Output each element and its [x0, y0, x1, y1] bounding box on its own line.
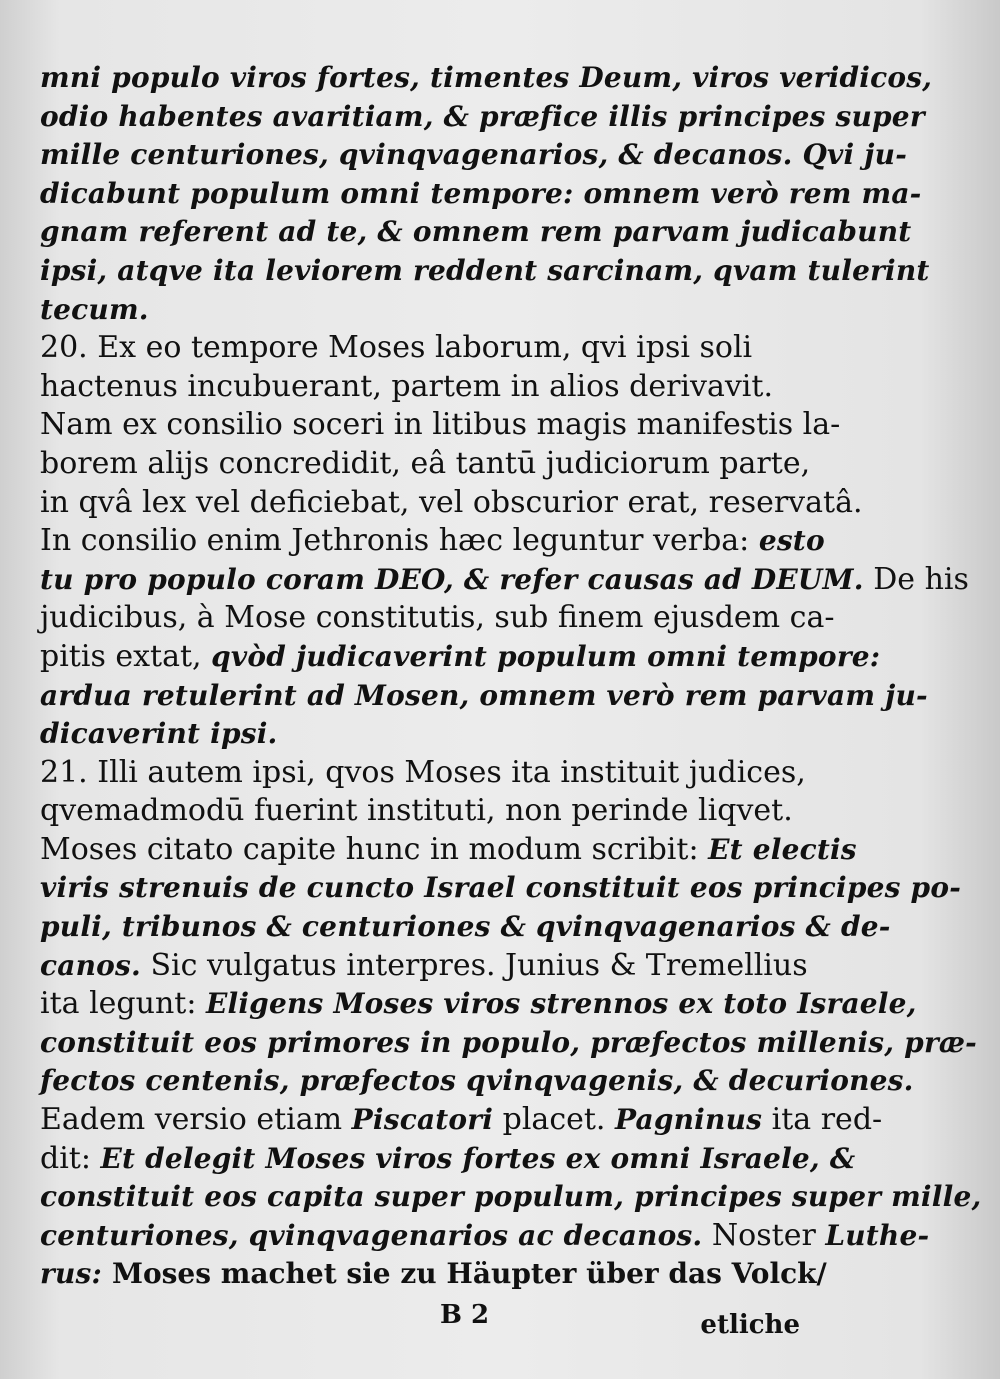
text-line [40, 1177, 982, 1216]
text-line [40, 444, 820, 483]
text-segment: centuriones, qvinqvagenarios ac decanos. [40, 1218, 703, 1252]
text-line [40, 1023, 978, 1062]
text-line [40, 598, 835, 637]
text-segment: In consilio enim Jethronis hæc leguntur verba: [40, 523, 759, 559]
text-segment: borem alijs concredidit, eâ tantū judiciorum parte, [40, 445, 811, 481]
text-segment: qvemadmodū fuerint instituti, non perinde liqvet. [40, 793, 793, 829]
text-line [40, 367, 820, 406]
text-line [40, 1254, 827, 1293]
text-line [40, 830, 857, 869]
text-line [40, 483, 863, 522]
text-line [40, 946, 820, 985]
text-segment: 20. Ex eo tempore Moses laborum, qvi ipsi soli [40, 330, 753, 366]
text-line [40, 676, 928, 715]
text-segment: Luthe- [825, 1218, 930, 1252]
text-segment: Eligens Moses viros strennos ex toto Israele, [205, 987, 917, 1021]
text-line [40, 521, 825, 560]
text-line [40, 714, 820, 753]
text-segment: ita red- [762, 1102, 883, 1138]
text-line [40, 1216, 930, 1255]
text-segment: placet. [493, 1102, 615, 1138]
text-segment: gnam referent ad te, & omnem rem parvam judicabunt [40, 215, 912, 249]
text-segment: mille centuriones, qvinqvagenarios, & decanos. Qvi ju- [40, 138, 908, 172]
text-segment: Piscatori [351, 1103, 494, 1137]
text-line [40, 560, 969, 599]
text-line [40, 405, 841, 444]
text-segment: Et delegit Moses viros fortes ex omni Israele, & [100, 1141, 856, 1175]
text-segment: constituit eos capita super populum, principes super mille, [40, 1180, 982, 1214]
text-line [40, 328, 820, 367]
text-line [40, 1061, 914, 1100]
text-segment: mni populo viros fortes, timentes Deum, viros veridicos, [40, 61, 933, 94]
text-segment: hactenus incubuerant, partem in alios derivavit. [40, 368, 773, 404]
text-line [40, 907, 891, 946]
text-segment: Eadem versio etiam [40, 1102, 352, 1138]
text-segment: ipsi, atqve ita leviorem reddent sarcinam, qvam tulerint [40, 253, 930, 287]
text-segment: esto [758, 524, 825, 558]
text-segment: judicibus, à Mose constitutis, sub finem ejusdem ca- [40, 600, 835, 636]
text-line [40, 984, 917, 1023]
text-segment: ardua retulerint ad Mosen, omnem verò rem parvam ju- [40, 678, 928, 712]
text-line [40, 1100, 883, 1139]
page-footer [40, 1300, 800, 1340]
text-segment: De his [863, 561, 969, 597]
text-segment: dicaverint ipsi. [40, 717, 278, 751]
text-line [40, 58, 933, 97]
text-segment: Et electis [708, 832, 857, 866]
text-segment: canos. [40, 948, 141, 982]
text-segment: Sic vulgatus interpres. Junius & Tremellius [140, 947, 808, 983]
text-segment: puli, tribunos & centuriones & qvinqvagenarios & de- [40, 910, 891, 944]
text-line [40, 868, 962, 907]
text-line [40, 251, 930, 290]
text-segment: in qvâ lex vel deficiebat, vel obscurior erat, reservatâ. [40, 484, 863, 520]
text-segment: Nam ex consilio soceri in litibus magis manifestis la- [40, 407, 841, 443]
body-text [40, 58, 982, 1293]
text-segment: tecum. [40, 292, 149, 326]
text-line [40, 791, 820, 830]
text-segment: qvòd judicaverint populum omni tempore: [211, 639, 881, 673]
catchword: etliche [700, 1310, 800, 1340]
text-segment: Noster [702, 1217, 826, 1253]
text-segment: 21. Illi autem ipsi, qvos Moses ita instituit judices, [40, 754, 806, 790]
text-segment: dit: [40, 1140, 101, 1176]
text-segment: pitis extat, [40, 638, 212, 674]
text-line [40, 174, 922, 213]
text-segment: dicabunt populum omni tempore: omnem verò rem ma- [40, 176, 922, 210]
text-segment: ita legunt: [40, 986, 206, 1022]
text-line [40, 637, 881, 676]
text-segment: Moses machet sie zu Häupter über das Volck/ [111, 1257, 827, 1291]
signature-mark: B 2 [440, 1300, 490, 1330]
text-line [40, 212, 912, 251]
text-segment: tu pro populo coram DEO, & refer causas ad DEUM. [40, 562, 864, 596]
text-segment: Moses citato capite hunc in modum scribit: [40, 831, 709, 867]
text-segment: Pagninus [615, 1103, 763, 1137]
text-segment: odio habentes avaritiam, & præfice illis principes super [40, 99, 925, 133]
text-line [40, 135, 908, 174]
text-line [40, 753, 820, 792]
text-segment: constituit eos primores in populo, præfectos millenis, præ- [40, 1025, 978, 1059]
text-segment: fectos centenis, præfectos qvinqvagenis, & decuriones. [40, 1064, 914, 1098]
text-segment: viris strenuis de cuncto Israel constituit eos principes po- [40, 871, 962, 905]
text-line [40, 97, 925, 136]
text-line [40, 290, 820, 329]
text-segment: rus: [40, 1257, 112, 1291]
text-line [40, 1139, 856, 1178]
